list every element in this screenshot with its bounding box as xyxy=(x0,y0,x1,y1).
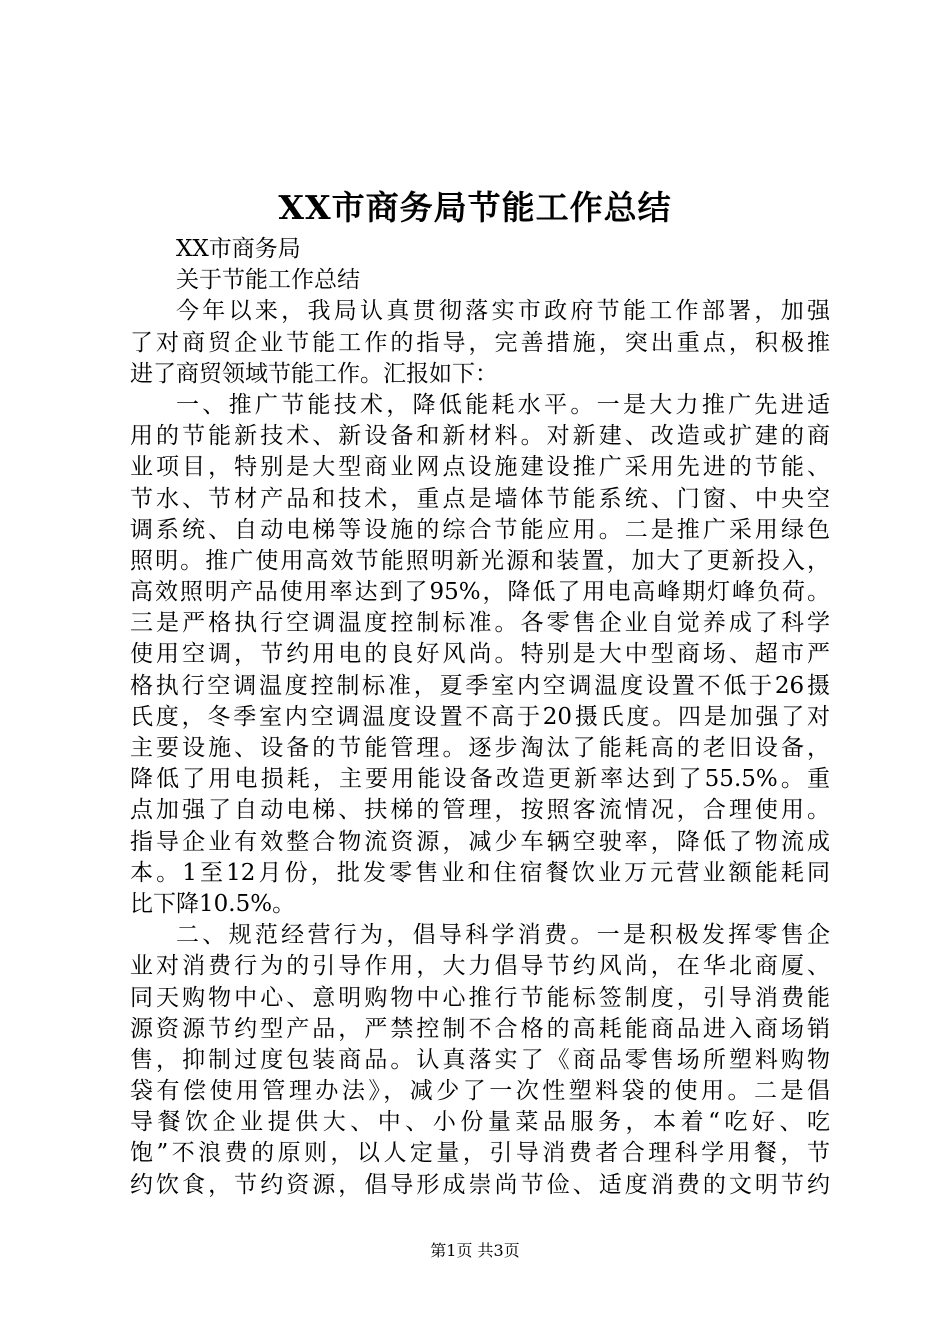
body-line: 指导企业有效整合物流资源，减少车辆空驶率，降低了物流成 xyxy=(130,828,830,855)
body-line: 袋有偿使用管理办法》，减少了一次性塑料袋的使用。二是倡 xyxy=(130,1078,830,1105)
body-line: 主要设施、设备的节能管理。逐步淘汰了能耗高的老旧设备， xyxy=(130,735,830,761)
body-line: 饱”不浪费的原则，以人定量，引导消费者合理科学用餐，节 xyxy=(130,1140,830,1167)
body-line: 业对消费行为的引导作用，大力倡导节约风尚，在华北商厦、 xyxy=(130,953,830,980)
body-line: 业项目，特别是大型商业网点设施建设推广采用先进的节能、 xyxy=(130,454,830,481)
body-line: 点加强了自动电梯、扶梯的管理，按照客流情况，合理使用。 xyxy=(130,797,830,824)
body-line: 导餐饮企业提供大、中、小份量菜品服务，本着“吃好、吃 xyxy=(130,1109,830,1136)
body-line: 售，抑制过度包装商品。认真落实了《商品零售场所塑料购物 xyxy=(130,1046,830,1073)
body-line: 二、规范经营行为，倡导科学消费。一是积极发挥零售企 xyxy=(176,922,830,949)
document-title: XX市商务局节能工作总结 xyxy=(278,188,672,227)
body-line: 降低了用电损耗，主要用能设备改造更新率达到了55.5%。重 xyxy=(130,766,830,793)
body-line: 一、推广节能技术，降低能耗水平。一是大力推广先进适 xyxy=(176,391,830,418)
body-line: 高效照明产品使用率达到了95%，降低了用电高峰期灯峰负荷。 xyxy=(130,579,830,606)
body-line: 使用空调，节约用电的良好风尚。特别是大中型商场、超市严 xyxy=(130,641,830,668)
page-number-footer: 第1页 共3页 xyxy=(430,1241,520,1260)
document-body xyxy=(130,234,830,1201)
body-line: 节水、节材产品和技术，重点是墙体节能系统、门窗、中央空 xyxy=(130,485,830,512)
body-line: 进了商贸领域节能工作。汇报如下： xyxy=(130,360,498,387)
body-line: 氏度，冬季室内空调温度设置不高于20摄氏度。四是加强了对 xyxy=(130,703,830,730)
body-line: 比下降10.5%。 xyxy=(130,890,296,917)
body-line: 三是严格执行空调温度控制标准。各零售企业自觉养成了科学 xyxy=(130,610,830,637)
body-line: 照明。推广使用高效节能照明新光源和装置，加大了更新投入， xyxy=(130,547,830,574)
body-line: 约饮食，节约资源，倡导形成崇尚节俭、适度消费的文明节约 xyxy=(130,1171,830,1198)
body-line: XX市商务局 xyxy=(176,236,301,262)
body-line: 调系统、自动电梯等设施的综合节能应用。二是推广采用绿色 xyxy=(130,516,830,543)
body-line: 关于节能工作总结 xyxy=(176,267,360,294)
body-line: 源资源节约型产品，严禁控制不合格的高耗能商品进入商场销 xyxy=(130,1015,830,1042)
body-line: 了对商贸企业节能工作的指导，完善措施，突出重点，积极推 xyxy=(130,329,830,356)
body-line: 格执行空调温度控制标准，夏季室内空调温度设置不低于26摄 xyxy=(130,672,830,699)
body-line: 本。1至12月份，批发零售业和住宿餐饮业万元营业额能耗同 xyxy=(130,859,830,886)
body-line: 同天购物中心、意明购物中心推行节能标签制度，引导消费能 xyxy=(130,984,830,1011)
body-line: 今年以来，我局认真贯彻落实市政府节能工作部署，加强 xyxy=(176,298,830,325)
body-line: 用的节能新技术、新设备和新材料。对新建、改造或扩建的商 xyxy=(130,423,830,450)
